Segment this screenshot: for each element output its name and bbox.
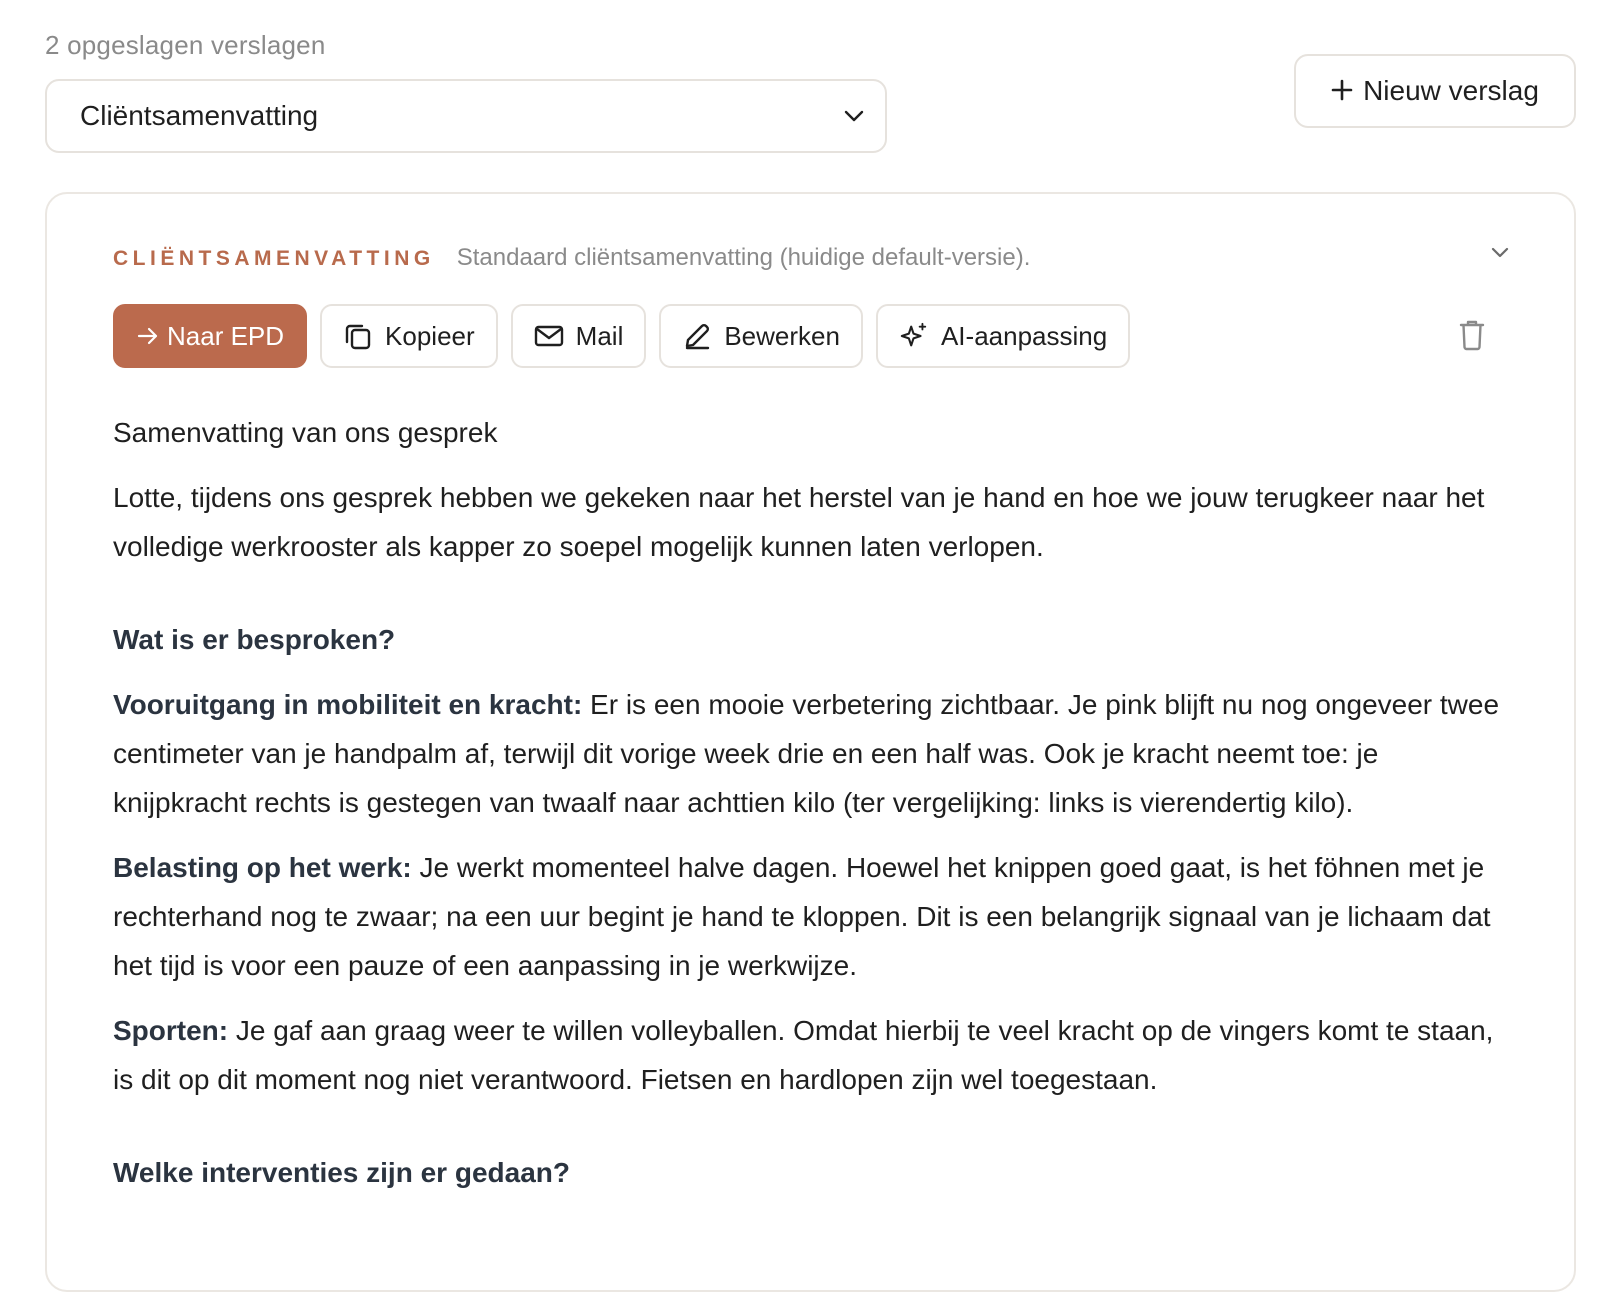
plus-icon (1331, 74, 1353, 106)
to-epd-button[interactable] (113, 304, 307, 368)
saved-reports-count: 2 opgeslagen verslagen (45, 30, 326, 60)
section-heading-discussed: Wat is er besproken? (113, 624, 396, 655)
summary-item-label: Sporten: (113, 1015, 229, 1046)
report-select-value: Cliëntsamenvatting (80, 100, 319, 131)
edit-button[interactable] (659, 304, 863, 368)
summary-item-text: Je werkt momenteel halve dagen. Hoewel het knippen goed gaat, is het föhnen met je rechterhand nog te zwaar; na een uur begint je hand te kloppen. Dit is een belangrijk signaal van je lichaam dat het tijd is voor een pauze of een aanpassing in je werkwijze. (113, 852, 1491, 981)
summary-intro: Lotte, tijdens ons gesprek hebben we gekeken naar het herstel van je hand en hoe we jouw terugkeer naar het volledige werkrooster als kapper zo soepel mogelijk kunnen laten verlopen. (113, 482, 1485, 562)
copy-icon (343, 321, 373, 351)
mail-icon (534, 321, 564, 351)
summary-item-text: Je gaf aan graag weer te willen volleyballen. Omdat hierbij te veel kracht op de vingers komt te staan, is dit op dit moment nog niet verantwoord. Fietsen en hardlopen zijn wel toegestaan. (113, 1015, 1494, 1095)
report-select[interactable] (45, 79, 887, 153)
edit-label: Bewerken (724, 320, 840, 351)
chevron-down-icon[interactable] (1490, 246, 1510, 262)
summary-title: Samenvatting van ons gesprek (113, 417, 498, 448)
summary-item-label: Vooruitgang in mobiliteit en kracht: (113, 689, 583, 720)
mail-button[interactable] (511, 304, 647, 368)
report-card (45, 192, 1576, 1292)
report-description: Standaard cliëntsamenvatting (huidige default-versie). (456, 244, 1031, 271)
summary-item (113, 843, 1513, 990)
summary-item (113, 1006, 1513, 1104)
to-epd-label: Naar EPD (167, 320, 285, 351)
copy-button[interactable] (320, 304, 498, 368)
copy-label: Kopieer (385, 320, 475, 351)
action-toolbar (113, 304, 1130, 368)
new-report-button[interactable] (1294, 54, 1576, 128)
section-heading-interventions: Welke interventies zijn er gedaan? (113, 1157, 570, 1188)
ai-adjust-label: AI-aanpassing (940, 320, 1108, 351)
report-type-label: CLIËNTSAMENVATTING (113, 247, 435, 270)
summary-item-text: Er is een mooie verbetering zichtbaar. Je pink blijft nu nog ongeveer twee centimeter van je handpalm af, terwijl dit vorige week drie en een half was. Ook je kracht neemt toe: je knijpkracht rechts is gestegen van twaalf naar achttien kilo (ter vergelijking: links is vierendertig kilo). (113, 689, 1500, 818)
sparkle-icon (899, 321, 929, 351)
summary-item-label: Belasting op het werk: (113, 852, 412, 883)
trash-icon[interactable] (1459, 319, 1485, 351)
pencil-icon (682, 321, 712, 351)
summary-content (113, 408, 1513, 1213)
arrow-right-icon (137, 321, 159, 351)
card-header (113, 244, 1030, 272)
summary-item (113, 680, 1513, 827)
mail-label: Mail (575, 320, 624, 351)
chevron-down-icon (843, 105, 865, 127)
new-report-label: Nieuw verslag (1363, 75, 1539, 106)
ai-adjust-button[interactable] (876, 304, 1130, 368)
